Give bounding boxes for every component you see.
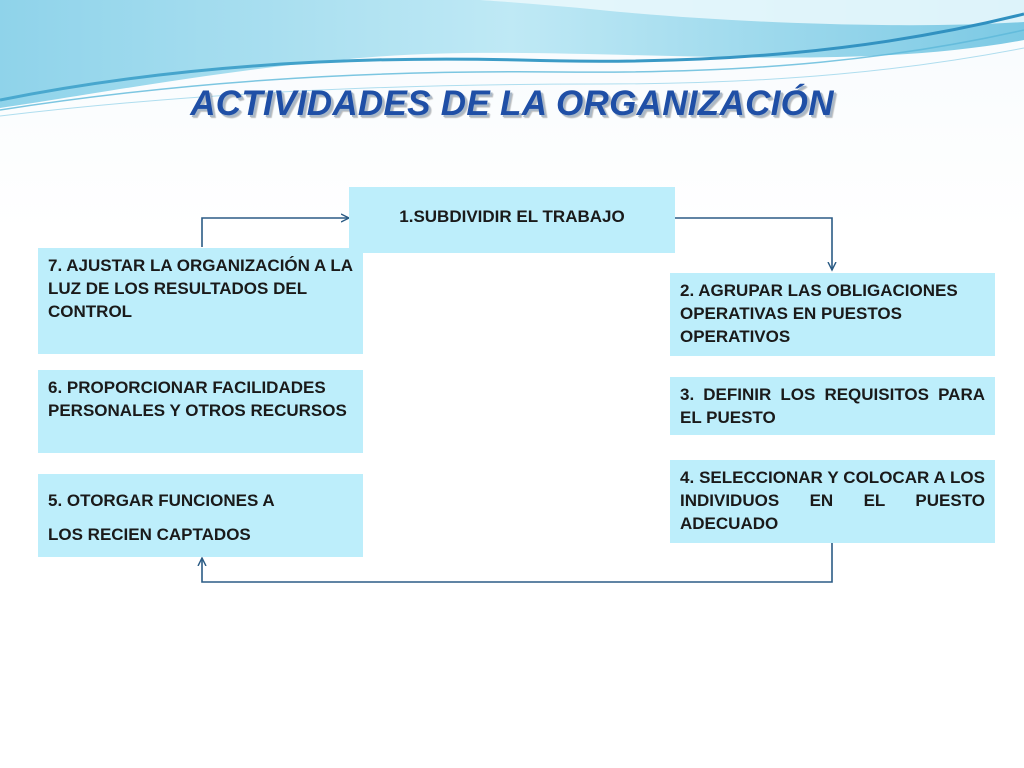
step-5-box xyxy=(38,474,363,557)
slide-title: ACTIVIDADES DE LA ORGANIZACIÓN xyxy=(190,84,834,123)
step-6-box xyxy=(38,370,363,453)
step-1-text: 1.SUBDIVIDIR EL TRABAJO xyxy=(399,206,625,226)
step-7-text: 7. AJUSTAR LA ORGANIZACIÓN A LA LUZ DE LOS RESULTADOS DEL CONTROL xyxy=(48,256,353,321)
connector-7-to-1 xyxy=(202,218,349,247)
step-3-text: 3. DEFINIR LOS REQUISITOS PARA EL PUESTO xyxy=(680,385,985,427)
step-3-box xyxy=(670,377,995,435)
connector-1-to-2 xyxy=(675,218,832,270)
step-5-text-line-2: LOS RECIEN CAPTADOS xyxy=(48,525,251,544)
step-4-box xyxy=(670,460,995,543)
step-6-text: 6. PROPORCIONAR FACILIDADES PERSONALES Y OTROS RECURSOS xyxy=(48,378,347,420)
step-1-box xyxy=(349,187,675,253)
step-7-box xyxy=(38,248,363,354)
step-5-text-line-1: 5. OTORGAR FUNCIONES A xyxy=(48,491,275,510)
step-2-text: 2. AGRUPAR LAS OBLIGACIONES OPERATIVAS EN PUESTOS OPERATIVOS xyxy=(680,281,958,346)
step-2-box xyxy=(670,273,995,356)
step-4-text: 4. SELECCIONAR Y COLOCAR A LOS INDIVIDUOS EN EL PUESTO ADECUADO xyxy=(680,468,985,533)
